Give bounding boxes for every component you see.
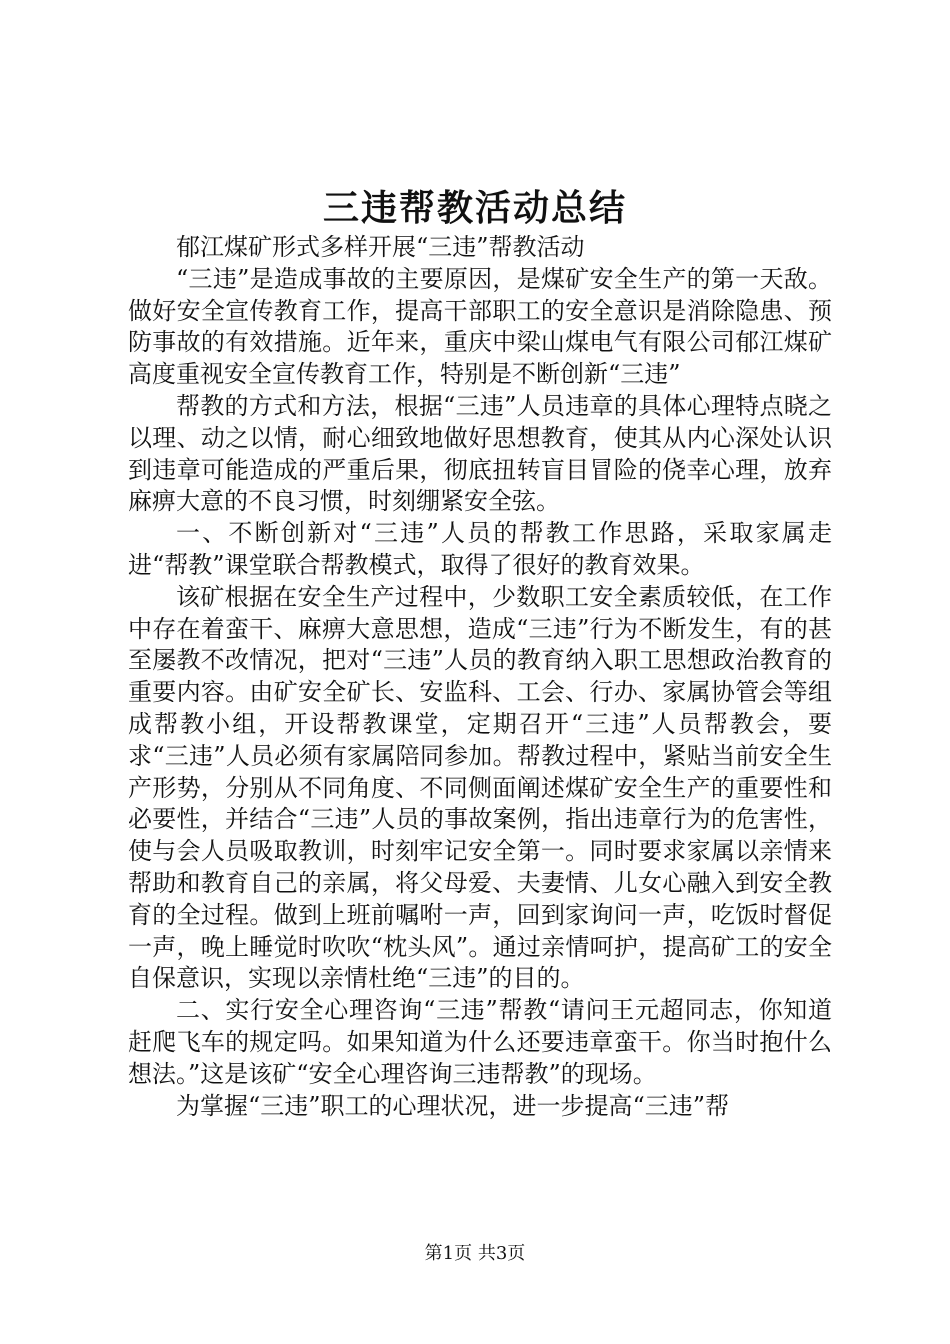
paragraph-methods: 帮教的方式和方法，根据“三违”人员违章的具体心理特点晓之以理、动之以情，耐心细致地做好思想教育，使其从内心深处认识到违章可能造成的严重后果，彻底扭转盲目冒险的侥幸心理，放弃麻痹大意的不良习惯，时刻绷紧安全弦。 [128,391,832,516]
page-footer: 第1页 共3页 [424,1243,526,1264]
paragraph-section-one-detail: 该矿根据在安全生产过程中，少数职工安全素质较低，在工作中存在着蛮干、麻痹大意思想，造成“三违”行为不断发生，有的甚至屡教不改情况，把对“三违”人员的教育纳入职工思想政治教育的重要内容。由矿安全矿长、安监科、工会、行办、家属协管会等组成帮教小组，开设帮教课堂，定期召开“三违”人员帮教会，要求“三违”人员必须有家属陪同参加。帮教过程中，紧贴当前安全生产形势，分别从不同角度、不同侧面阐述煤矿安全生产的重要性和必要性，并结合“三违”人员的事故案例，指出违章行为的危害性，使与会人员吸取教训，时刻牢记安全第一。同时要求家属以亲情来帮助和教育自己的亲属，将父母爱、夫妻情、儿女心融入到安全教育的全过程。做到上班前嘱咐一声，回到家询问一声，吃饭时督促一声，晚上睡觉时吹吹“枕头风”。通过亲情呵护，提高矿工的安全自保意识，实现以亲情杜绝“三违”的目的。 [128,582,832,993]
paragraph-subtitle: 郁江煤矿形式多样开展“三违”帮教活动 [176,233,585,261]
paragraph-section-one: 一、不断创新对“三违”人员的帮教工作思路，采取家属走进“帮教”课堂联合帮教模式，取得了很好的教育效果。 [128,519,832,579]
paragraph-section-two: 二、实行安全心理咨询“三违”帮教“请问王元超同志，你知道赶爬飞车的规定吗。如果知道为什么还要违章蛮干。你当时抱什么想法。”这是该矿“安全心理咨询三违帮教”的现场。 [128,996,832,1088]
document-title: 三违帮教活动总结 [322,187,627,229]
paragraph-continuation: 为掌握“三违”职工的心理状况，进一步提高“三违”帮 [176,1091,730,1120]
paragraph-intro: “三违”是造成事故的主要原因，是煤矿安全生产的第一天敌。做好安全宣传教育工作，提高干部职工的安全意识是消除隐患、预防事故的有效措施。近年来，重庆中梁山煤电气有限公司郁江煤矿高度重视安全宣传教育工作，特别是不断创新“三违” [128,264,832,389]
document-body [128,232,832,1122]
